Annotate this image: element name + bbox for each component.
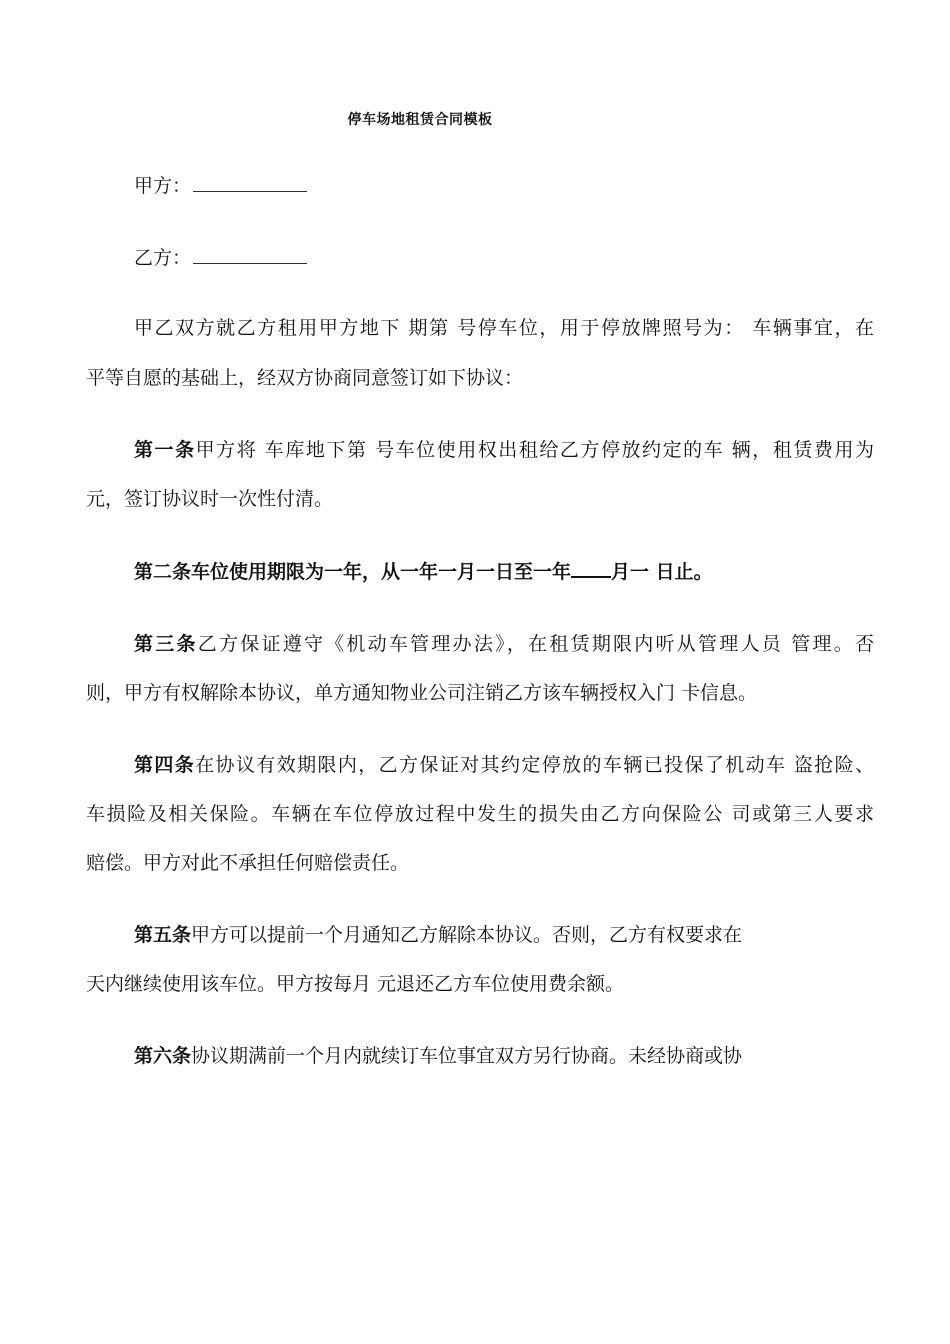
article-2-text-a: 第二条车位使用期限为一年，从一年一月一日至一年 [134,561,572,583]
article-3-text-1: 乙方保证遵守《机动车管理办法》，在租赁期限内听从管理人员 管理。否 [197,633,874,655]
party-a-blank [193,175,307,192]
party-b-blank [193,247,307,264]
article-6-text-1: 协议期满前一个月内就续订车位事宜双方另行协商。未经协商或协 [191,1045,743,1067]
article-2-text-b: 月一 日止。 [611,561,713,583]
article-4-line-2: 车损险及相关保险。车辆在车位停放过程中发生的损失由乙方向保险公 司或第三人要求 [86,803,874,825]
article-6-line-1 [134,1044,742,1068]
intro-line-1: 甲乙双方就乙方租用甲方地下 期第 号停车位，用于停放牌照号为： 车辆事宜，在 [134,317,874,339]
article-5-text-1: 甲方可以提前一个月通知乙方解除本协议。否则，乙方有权要求在 [191,924,743,946]
party-a-line [134,174,307,198]
article-2-line [134,560,713,584]
article-4-line-1 [134,753,874,777]
party-b-line [134,246,307,270]
article-5-line-2: 天内继续使用该车位。甲方按每月 元退还乙方车位使用费余额。 [86,973,625,995]
article-1-text-1: 甲方将 车库地下第 号车位使用权出租给乙方停放约定的车 辆，租赁费用为 [195,439,874,461]
article-6-heading: 第六条 [134,1045,192,1067]
article-1-line-2: 元，签订协议时一次性付清。 [86,488,334,510]
article-1-heading: 第一条 [134,439,196,461]
article-5-heading: 第五条 [134,924,192,946]
article-1-line-1 [134,438,874,462]
article-2-blank [571,560,611,578]
article-4-heading: 第四条 [134,754,196,776]
article-3-line-2: 则，甲方有权解除本协议，单方通知物业公司注销乙方该车辆授权入门 卡信息。 [86,682,758,704]
article-3-heading: 第三条 [134,633,198,655]
article-5-line-1 [134,923,742,947]
article-4-line-3: 赔偿。甲方对此不承担任何赔偿责任。 [86,852,410,874]
party-b-label: 乙方： [134,247,192,269]
article-4-text-1: 在协议有效期限内，乙方保证对其约定停放的车辆已投保了机动车 盗抢险、 [195,754,874,776]
party-a-label: 甲方： [134,175,192,197]
document-title: 停车场地租赁合同模板 [347,112,493,128]
article-3-line-1 [134,632,874,656]
intro-line-2: 平等自愿的基础上，经双方协商同意签订如下协议： [86,367,524,389]
